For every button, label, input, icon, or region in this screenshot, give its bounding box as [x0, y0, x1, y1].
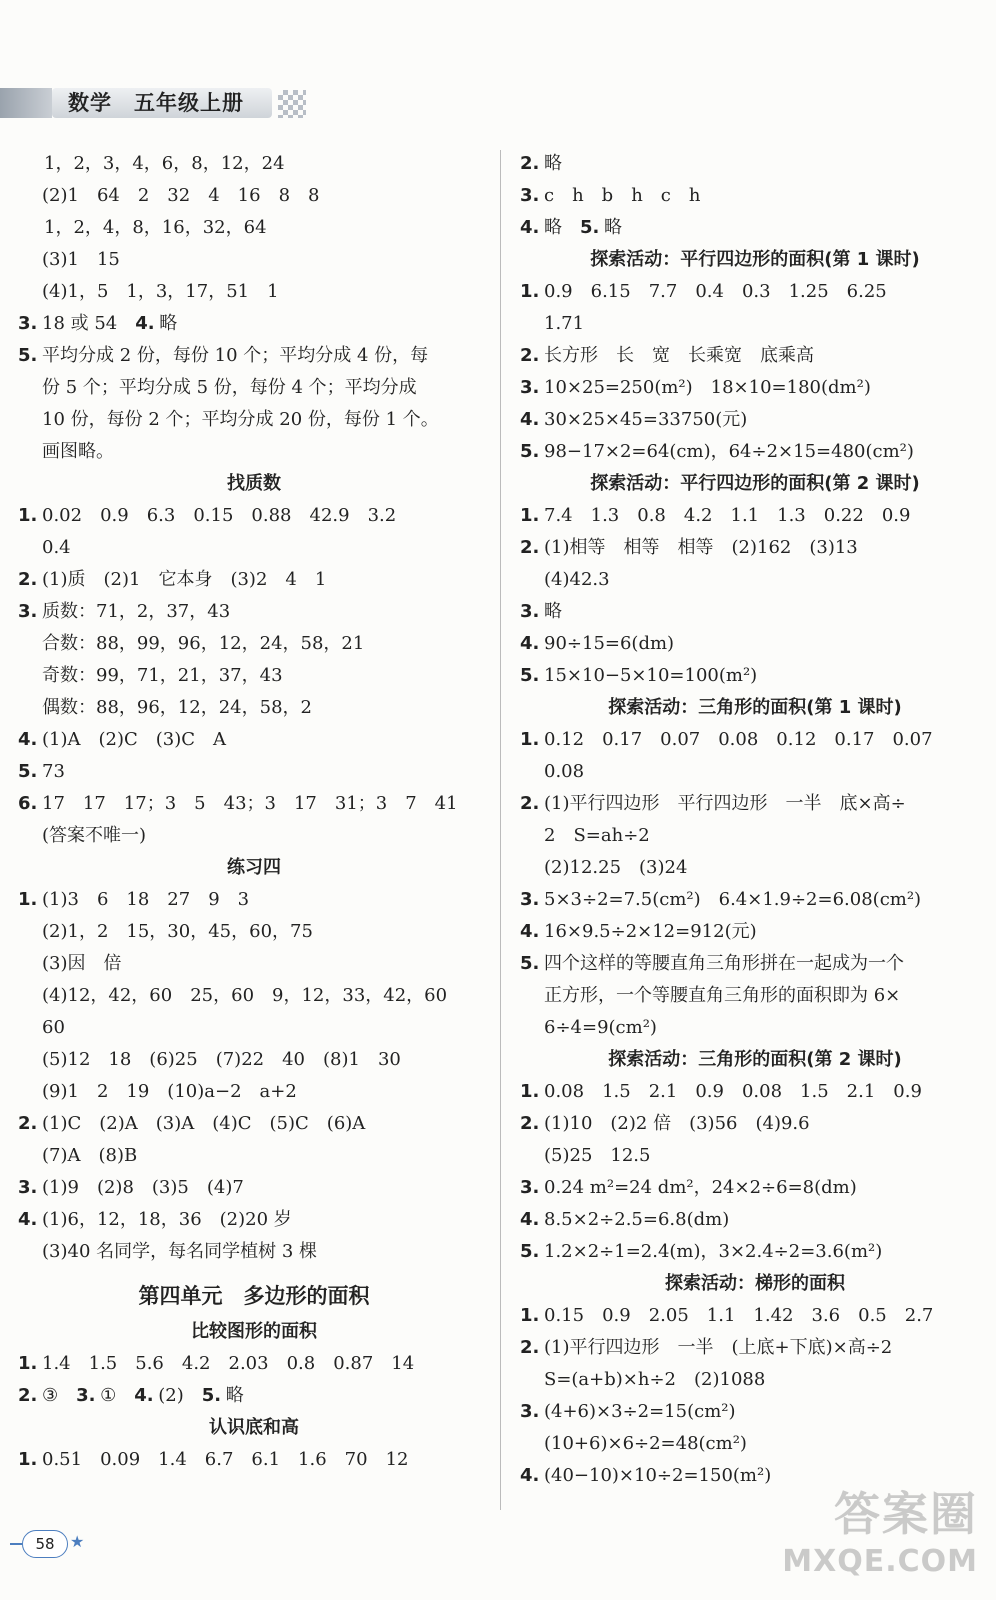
answer-text: c h b h c h — [544, 185, 701, 206]
answer-text: (3)1 15 — [42, 249, 120, 270]
answer-line — [520, 372, 990, 404]
page-number — [10, 1530, 88, 1558]
answer-text: 略 — [544, 601, 562, 622]
answer-line — [520, 532, 990, 564]
page-number-value: 58 — [22, 1530, 68, 1558]
answer-text: 偶数：88，96，12，24，58，2 — [42, 697, 312, 718]
header-title: 数学 五年级上册 — [52, 88, 272, 118]
answer-line — [520, 660, 990, 692]
answer-line — [18, 340, 490, 372]
answer-text: (2) — [158, 1385, 202, 1406]
answer-line — [18, 692, 490, 724]
answer-text: 10×25=250(m²) 18×10=180(dm²) — [544, 377, 871, 398]
answer-line — [520, 500, 990, 532]
answer-text: (9)1 2 19 (10)a−2 a+2 — [42, 1081, 297, 1102]
answer-line — [520, 1396, 990, 1428]
answer-text: 2 S=ah÷2 — [544, 825, 650, 846]
answer-line — [520, 564, 990, 596]
answer-text: 0.02 0.9 6.3 0.15 0.88 42.9 3.2 — [42, 505, 397, 526]
answer-text: 比较图形的面积 — [191, 1321, 317, 1342]
answer-line — [18, 1012, 490, 1044]
answer-line — [18, 948, 490, 980]
answer-text: 1.2×2÷1=2.4(m)，3×2.4÷2=3.6(m²) — [544, 1241, 883, 1262]
answer-text: (1)10 (2)2 倍 (3)56 (4)9.6 — [544, 1113, 810, 1134]
answer-line — [520, 628, 990, 660]
answer-text: 长方形 长 宽 长乘宽 底乘高 — [544, 345, 814, 366]
page-number-line — [10, 1543, 22, 1545]
answer-line — [18, 916, 490, 948]
answer-text: 练习四 — [227, 857, 281, 878]
answer-text: (5)25 12.5 — [544, 1145, 651, 1166]
answer-line — [520, 276, 990, 308]
answer-text: (1)C (2)A (3)A (4)C (5)C (6)A — [42, 1113, 366, 1134]
question-number: 2. — [520, 793, 540, 814]
answer-text: (1)6，12，18，36 (2)20 岁 — [42, 1209, 292, 1230]
question-number: 3. — [520, 601, 540, 622]
answer-text: 份 5 个；平均分成 5 份，每份 4 个；平均分成 — [42, 377, 417, 398]
question-number: 2. — [520, 1113, 540, 1134]
answer-text: 画图略。 — [42, 441, 114, 462]
answer-column-left — [18, 148, 490, 1476]
section-heading — [18, 468, 490, 500]
answer-text: 1.71 — [544, 313, 585, 334]
answer-text: (5)12 18 (6)25 (7)22 40 (8)1 30 — [42, 1049, 401, 1070]
answer-text: 0.08 — [544, 761, 585, 782]
answer-line — [520, 724, 990, 756]
watermark-url: MXQE.COM — [782, 1544, 978, 1579]
question-number: 4. — [520, 217, 540, 238]
answer-text: 7.4 1.3 0.8 4.2 1.1 1.3 0.22 0.9 — [544, 505, 911, 526]
answer-text: 四个这样的等腰直角三角形拼在一起成为一个 — [544, 953, 904, 974]
answer-line — [520, 1204, 990, 1236]
answer-line — [520, 756, 990, 788]
section-heading — [520, 244, 990, 276]
answer-text: 0.51 0.09 1.4 6.7 6.1 1.6 70 12 — [42, 1449, 409, 1470]
answer-line — [18, 820, 490, 852]
answer-line — [18, 1236, 490, 1268]
question-number: 2. — [18, 1385, 38, 1406]
answer-line — [18, 180, 490, 212]
answer-line — [520, 180, 990, 212]
answer-text: 平均分成 2 份，每份 10 个；平均分成 4 份，每 — [42, 345, 429, 366]
answer-line — [520, 308, 990, 340]
answer-text: 10 份，每份 2 个；平均分成 20 份，每份 1 个。 — [42, 409, 439, 430]
answer-line — [18, 212, 490, 244]
section-heading — [18, 1316, 490, 1348]
question-number: 5. — [18, 761, 38, 782]
question-number: 4. — [520, 1465, 540, 1486]
answer-line — [520, 436, 990, 468]
question-number: 2. — [520, 345, 540, 366]
question-number: 4. — [520, 1209, 540, 1230]
question-number: 2. — [520, 153, 540, 174]
answer-line — [18, 372, 490, 404]
answer-line — [520, 340, 990, 372]
question-number: 3. — [520, 889, 540, 910]
answer-text: 18 或 54 — [42, 313, 136, 334]
answer-text: 1，2，4，8，16，32，64 — [44, 217, 267, 238]
answer-text: 1.4 1.5 5.6 4.2 2.03 0.8 0.87 14 — [42, 1353, 415, 1374]
header-band — [0, 88, 52, 118]
answer-line — [18, 596, 490, 628]
answer-text: (4)42.3 — [544, 569, 610, 590]
question-number: 3. — [520, 1401, 540, 1422]
answer-text: 探索活动：三角形的面积(第 1 课时) — [608, 697, 902, 718]
section-heading — [520, 468, 990, 500]
answer-text: 8.5×2÷2.5=6.8(dm) — [544, 1209, 730, 1230]
answer-text: (3)因 倍 — [42, 953, 122, 974]
watermark — [782, 1478, 978, 1579]
answer-line — [18, 884, 490, 916]
question-number: 3. — [18, 313, 38, 334]
answer-line — [18, 756, 490, 788]
answer-text: 奇数：99，71，21，37，43 — [42, 665, 283, 686]
answer-line — [18, 404, 490, 436]
answer-text: (1)3 6 18 27 9 3 — [42, 889, 250, 910]
answer-text: (7)A (8)B — [42, 1145, 138, 1166]
answer-line — [520, 948, 990, 980]
section-heading — [520, 692, 990, 724]
answer-line — [18, 660, 490, 692]
answer-line — [520, 1076, 990, 1108]
answer-line — [18, 1140, 490, 1172]
answer-line — [520, 980, 990, 1012]
answer-line — [18, 244, 490, 276]
answer-line — [18, 980, 490, 1012]
answer-line — [520, 1012, 990, 1044]
answer-line — [520, 1172, 990, 1204]
question-number: 1. — [520, 729, 540, 750]
question-number: 4. — [18, 1209, 38, 1230]
answer-line — [18, 1076, 490, 1108]
answer-line — [520, 1140, 990, 1172]
answer-line — [520, 884, 990, 916]
answer-line — [520, 1428, 990, 1460]
question-number: 4. — [18, 729, 38, 750]
answer-line — [18, 1444, 490, 1476]
answer-line — [520, 852, 990, 884]
question-number: 4. — [520, 409, 540, 430]
answer-text: (2)1，2 15，30，45，60，75 — [42, 921, 313, 942]
question-number: 5. — [18, 345, 38, 366]
question-number: 1. — [18, 889, 38, 910]
answer-text: 15×10−5×10=100(m²) — [544, 665, 758, 686]
answer-line — [18, 308, 490, 340]
answer-column-right — [520, 148, 990, 1492]
answer-text: 0.9 6.15 7.7 0.4 0.3 1.25 6.25 — [544, 281, 887, 302]
answer-text: 98−17×2=64(cm)，64÷2×15=480(cm²) — [544, 441, 914, 462]
answer-text: ③ — [42, 1385, 77, 1406]
answer-text: 5×3÷2=7.5(cm²) 6.4×1.9÷2=6.08(cm²) — [544, 889, 922, 910]
answer-text: 略 — [159, 313, 178, 334]
question-number: 5. — [201, 1385, 222, 1406]
question-number: 1. — [18, 505, 38, 526]
answer-text: 60 — [42, 1017, 65, 1038]
answer-line — [520, 1332, 990, 1364]
question-number: 6. — [18, 793, 38, 814]
question-number: 3. — [520, 377, 540, 398]
question-number: 3. — [18, 1177, 38, 1198]
answer-line — [520, 788, 990, 820]
question-number: 2. — [520, 1337, 540, 1358]
section-heading — [18, 852, 490, 884]
answer-line — [18, 148, 490, 180]
unit-heading — [18, 1268, 490, 1316]
answer-text: 0.4 — [42, 537, 71, 558]
answer-line — [18, 1348, 490, 1380]
answer-text: (4+6)×3÷2=15(cm²) — [544, 1401, 736, 1422]
question-number: 5. — [580, 217, 600, 238]
question-number: 1. — [18, 1353, 38, 1374]
answer-text: 略 — [544, 153, 562, 174]
answer-text: 第四单元 多边形的面积 — [138, 1284, 370, 1308]
question-number: 3. — [18, 601, 38, 622]
answer-text: (10+6)×6÷2=48(cm²) — [544, 1433, 747, 1454]
answer-text: 16×9.5÷2×12=912(元) — [544, 921, 757, 942]
answer-line — [18, 1172, 490, 1204]
question-number: 4. — [520, 921, 540, 942]
answer-line — [18, 564, 490, 596]
answer-text: 17 17 17；3 5 43；3 17 31；3 7 41 — [42, 793, 458, 814]
answer-line — [18, 276, 490, 308]
answer-text: 略 — [604, 217, 622, 238]
answer-text: (1)质 (2)1 它本身 (3)2 4 1 — [42, 569, 327, 590]
question-number: 3. — [520, 1177, 540, 1198]
answer-text: 探索活动：三角形的面积(第 2 课时) — [608, 1049, 902, 1070]
question-number: 4. — [135, 313, 155, 334]
answer-text: S=(a+b)×h÷2 (2)1088 — [544, 1369, 766, 1390]
question-number: 2. — [18, 569, 38, 590]
answer-text: 探索活动：梯形的面积 — [665, 1273, 845, 1294]
answer-text: (4)12，42，60 25，60 9，12，33，42，60 — [42, 985, 448, 1006]
answer-line — [520, 1364, 990, 1396]
answer-line — [18, 532, 490, 564]
answer-text: ① — [100, 1385, 135, 1406]
answer-line — [520, 1108, 990, 1140]
answer-text: 认识底和高 — [209, 1417, 299, 1438]
question-number: 1. — [520, 1305, 540, 1326]
question-number: 1. — [520, 281, 540, 302]
answer-text: (1)平行四边形 平行四边形 一半 底×高÷ — [544, 793, 906, 814]
answer-text: (1)9 (2)8 (3)5 (4)7 — [42, 1177, 244, 1198]
question-number: 1. — [18, 1449, 38, 1470]
answer-line — [520, 404, 990, 436]
question-number: 3. — [76, 1385, 96, 1406]
answer-line — [520, 916, 990, 948]
answer-text: (40−10)×10÷2=150(m²) — [544, 1465, 772, 1486]
question-number: 1. — [520, 505, 540, 526]
answer-text: (1)相等 相等 相等 (2)162 (3)13 — [544, 537, 858, 558]
answer-text: (答案不唯一) — [42, 825, 147, 846]
answer-text: 探索活动：平行四边形的面积(第 2 课时) — [590, 473, 920, 494]
header-checker-decoration — [278, 90, 306, 118]
answer-line — [18, 1108, 490, 1140]
answer-line — [520, 148, 990, 180]
answer-text: 质数：71，2，37，43 — [42, 601, 231, 622]
answer-text: 略 — [225, 1385, 244, 1406]
answer-text: 0.12 0.17 0.07 0.08 0.12 0.17 0.07 — [544, 729, 933, 750]
answer-line — [18, 628, 490, 660]
answer-line — [18, 436, 490, 468]
answer-text: 30×25×45=33750(元) — [544, 409, 748, 430]
answer-line — [18, 1044, 490, 1076]
answer-line — [18, 724, 490, 756]
answer-text: 0.08 1.5 2.1 0.9 0.08 1.5 2.1 0.9 — [544, 1081, 922, 1102]
question-number: 5. — [520, 441, 540, 462]
answer-text: 正方形，一个等腰直角三角形的面积即为 6× — [544, 985, 901, 1006]
answer-text: 探索活动：平行四边形的面积(第 1 课时) — [590, 249, 920, 270]
question-number: 3. — [520, 185, 540, 206]
answer-text: (1)平行四边形 一半 (上底+下底)×高÷2 — [544, 1337, 893, 1358]
answer-text: 0.24 m²=24 dm²，24×2÷6=8(dm) — [544, 1177, 857, 1198]
answer-text: 6÷4=9(cm²) — [544, 1017, 657, 1038]
answer-text: 合数：88，99，96，12，24，58，21 — [42, 633, 365, 654]
answer-line — [18, 788, 490, 820]
question-number: 1. — [520, 1081, 540, 1102]
answer-text: 90÷15=6(dm) — [544, 633, 675, 654]
answer-text: 73 — [42, 761, 65, 782]
answer-line — [520, 1300, 990, 1332]
column-divider — [500, 150, 501, 1510]
answer-text: 略 — [544, 217, 580, 238]
answer-line — [18, 500, 490, 532]
question-number: 4. — [134, 1385, 154, 1406]
question-number: 5. — [520, 1241, 540, 1262]
answer-text: (2)1 64 2 32 4 16 8 8 — [42, 185, 320, 206]
section-heading — [520, 1268, 990, 1300]
question-number: 5. — [520, 665, 540, 686]
answer-line — [520, 1236, 990, 1268]
answer-line — [18, 1380, 490, 1412]
answer-line — [520, 596, 990, 628]
answer-text: (1)A (2)C (3)C A — [42, 729, 227, 750]
answer-text: 找质数 — [227, 473, 281, 494]
question-number: 4. — [520, 633, 540, 654]
watermark-text: 答案圈 — [834, 1487, 978, 1541]
answer-text: (2)12.25 (3)24 — [544, 857, 688, 878]
star-icon: ★ — [70, 1532, 85, 1551]
question-number: 5. — [520, 953, 540, 974]
answer-text: (3)40 名同学，每名同学植树 3 棵 — [42, 1241, 318, 1262]
answer-line — [520, 212, 990, 244]
answer-text: 0.15 0.9 2.05 1.1 1.42 3.6 0.5 2.7 — [544, 1305, 934, 1326]
question-number: 2. — [520, 537, 540, 558]
answer-line — [520, 820, 990, 852]
answer-line — [18, 1204, 490, 1236]
answer-text: (4)1，5 1，3，17，51 1 — [42, 281, 279, 302]
answer-text: 1，2，3，4，6，8，12，24 — [44, 153, 285, 174]
section-heading — [520, 1044, 990, 1076]
section-heading — [18, 1412, 490, 1444]
question-number: 2. — [18, 1113, 38, 1134]
